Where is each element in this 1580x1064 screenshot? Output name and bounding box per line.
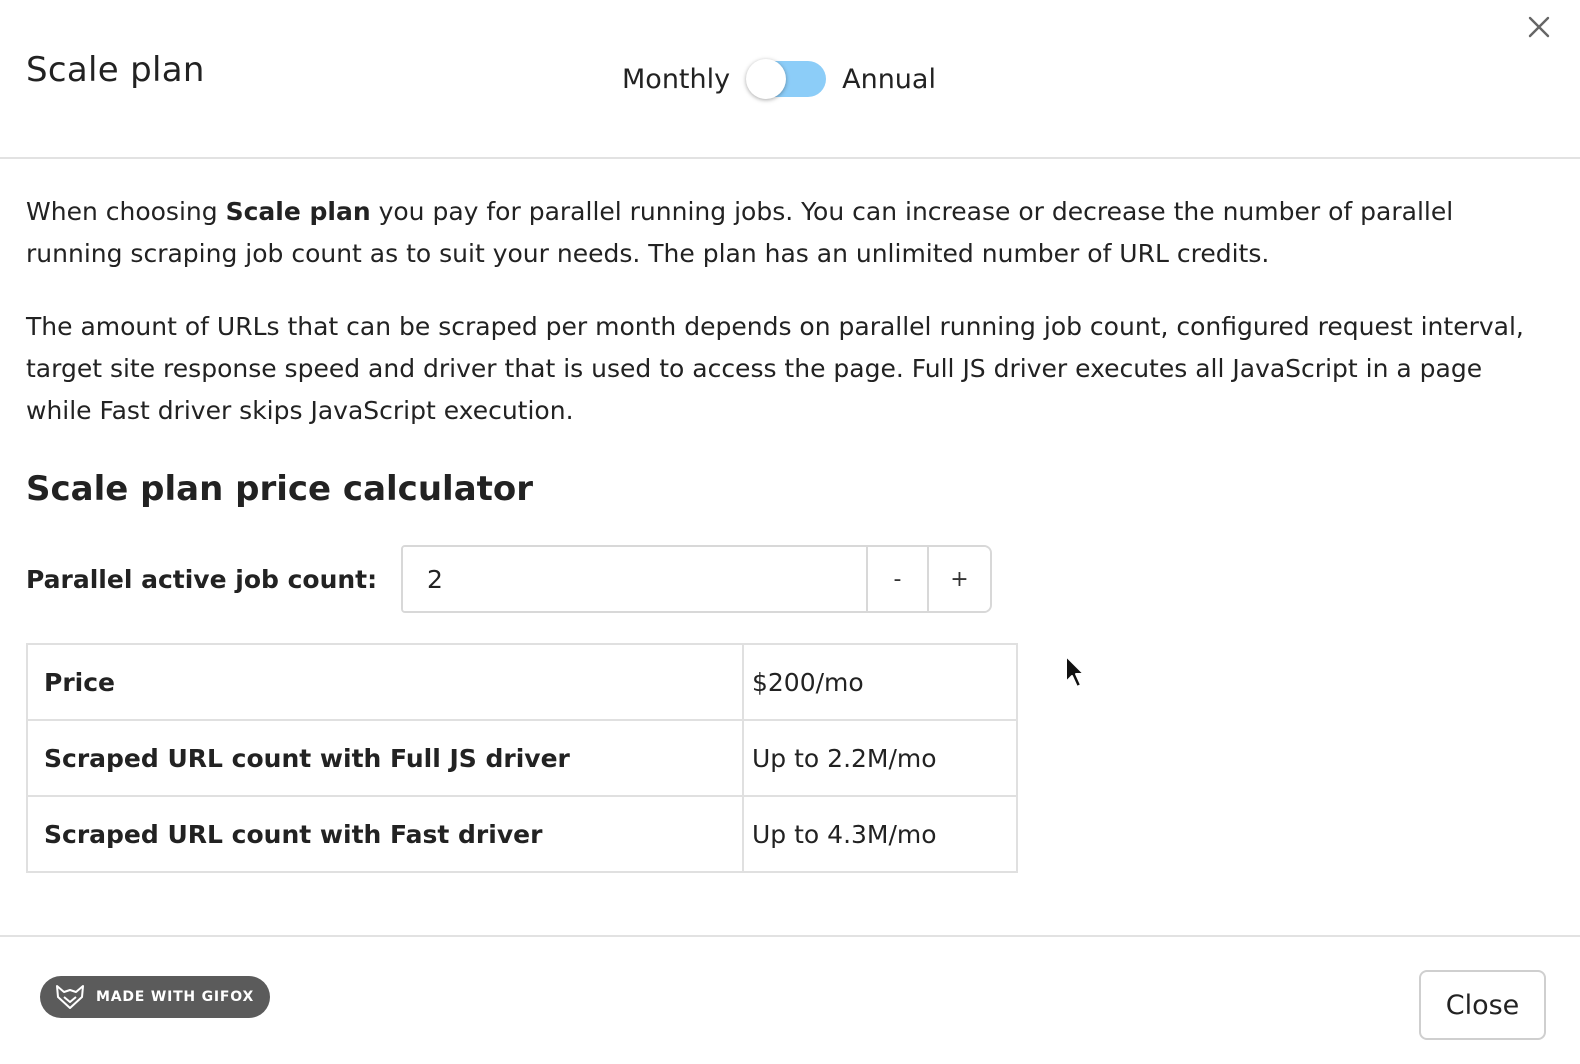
row-value: Up to 4.3M/mo: [743, 796, 1017, 872]
description-intro: When choosing: [26, 197, 226, 226]
modal-header: [0, 0, 1580, 159]
job-count-stepper: [401, 545, 992, 613]
table-row: [27, 796, 1017, 872]
job-count-input[interactable]: [403, 547, 868, 611]
job-count-label: Parallel active job count:: [26, 564, 378, 594]
row-value: $200/mo: [743, 644, 1017, 720]
gifox-badge: [40, 976, 270, 1018]
row-key: Scraped URL count with Full JS driver: [27, 720, 743, 796]
monthly-label[interactable]: Monthly: [622, 63, 731, 95]
row-key: Scraped URL count with Fast driver: [27, 796, 743, 872]
billing-toggle[interactable]: [746, 59, 826, 99]
description-rest: you pay for parallel running jobs. You can increase or decrease the number of parallel running scraping job count as to suit your needs. The plan has an unlimited number of URL credits.: [26, 197, 1454, 268]
increment-button[interactable]: +: [929, 547, 990, 611]
job-count-row: [26, 545, 992, 613]
fox-logo-icon: [54, 984, 86, 1010]
mouse-cursor-icon: [1064, 654, 1088, 690]
price-results-table: [26, 643, 1018, 873]
badge-text: MADE WITH GIFOX: [96, 989, 255, 1005]
annual-label[interactable]: Annual: [842, 63, 936, 95]
table-row: [27, 720, 1017, 796]
plan-description: [26, 191, 1554, 275]
modal-footer: [0, 935, 1580, 1064]
billing-period-switch: [622, 56, 936, 102]
description-plan-name: Scale plan: [225, 197, 371, 226]
calculator-title: Scale plan price calculator: [26, 469, 534, 509]
close-button[interactable]: Close: [1419, 970, 1546, 1040]
toggle-knob: [746, 59, 786, 99]
row-key: Price: [27, 644, 743, 720]
row-value: Up to 2.2M/mo: [743, 720, 1017, 796]
table-row: [27, 644, 1017, 720]
decrement-button[interactable]: -: [868, 547, 929, 611]
close-icon[interactable]: [1526, 14, 1552, 40]
url-amount-description: The amount of URLs that can be scraped per month depends on parallel running job count, configured request interval, target site response speed and driver that is used to access the page. Full JS driver executes all JavaScript in a page while Fast driver skips JavaScript execution.: [26, 312, 1524, 425]
modal-title: Scale plan: [26, 50, 205, 90]
